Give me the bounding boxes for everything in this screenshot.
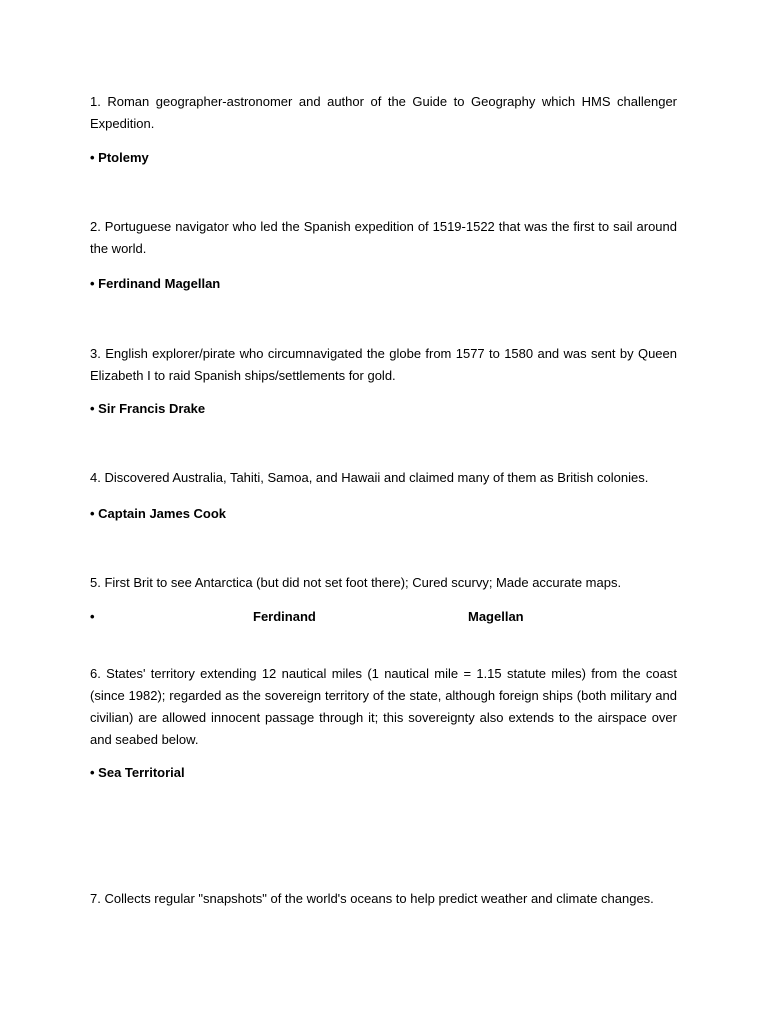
question-7: 7. Collects regular "snapshots" of the world's oceans to help predict weather and climate changes. <box>90 891 654 906</box>
question-5: 5. First Brit to see Antarctica (but did not set foot there); Cured scurvy; Made accurate maps. <box>90 575 622 590</box>
answer-2: • Ferdinand Magellan <box>90 276 221 291</box>
question-2: 2. Portuguese navigator who led the Spanish expedition of 1519-1522 that was the first to sail around the world. <box>90 219 677 256</box>
answer-1: • Ptolemy <box>90 150 149 165</box>
answer-5-last-name: Magellan <box>468 609 524 624</box>
answer-5-bullet: • <box>90 609 95 624</box>
question-1: 1. Roman geographer-astronomer and author of the Guide to Geography which HMS challenger Expedition. <box>90 94 677 131</box>
question-3: 3. English explorer/pirate who circumnavigated the globe from 1577 to 1580 and was sent by Queen Elizabeth I to raid Spanish ships/settlements for gold. <box>90 346 677 383</box>
answer-4: • Captain James Cook <box>90 506 227 521</box>
question-6: 6. States' territory extending 12 nautical miles (1 nautical mile = 1.15 statute miles) from the coast (since 1982); regarded as the sovereign territory of the state, although foreign ships (both military and civilian) are allowed innocent passage through it; this sovereignty also extends to the airspace over and seabed below. <box>90 666 677 747</box>
answer-5-first-name: Ferdinand <box>253 609 316 624</box>
answer-3: • Sir Francis Drake <box>90 401 206 416</box>
question-4: 4. Discovered Australia, Tahiti, Samoa, and Hawaii and claimed many of them as British colonies. <box>90 470 649 485</box>
answer-6: • Sea Territorial <box>90 765 185 780</box>
answer-5 <box>90 606 677 628</box>
